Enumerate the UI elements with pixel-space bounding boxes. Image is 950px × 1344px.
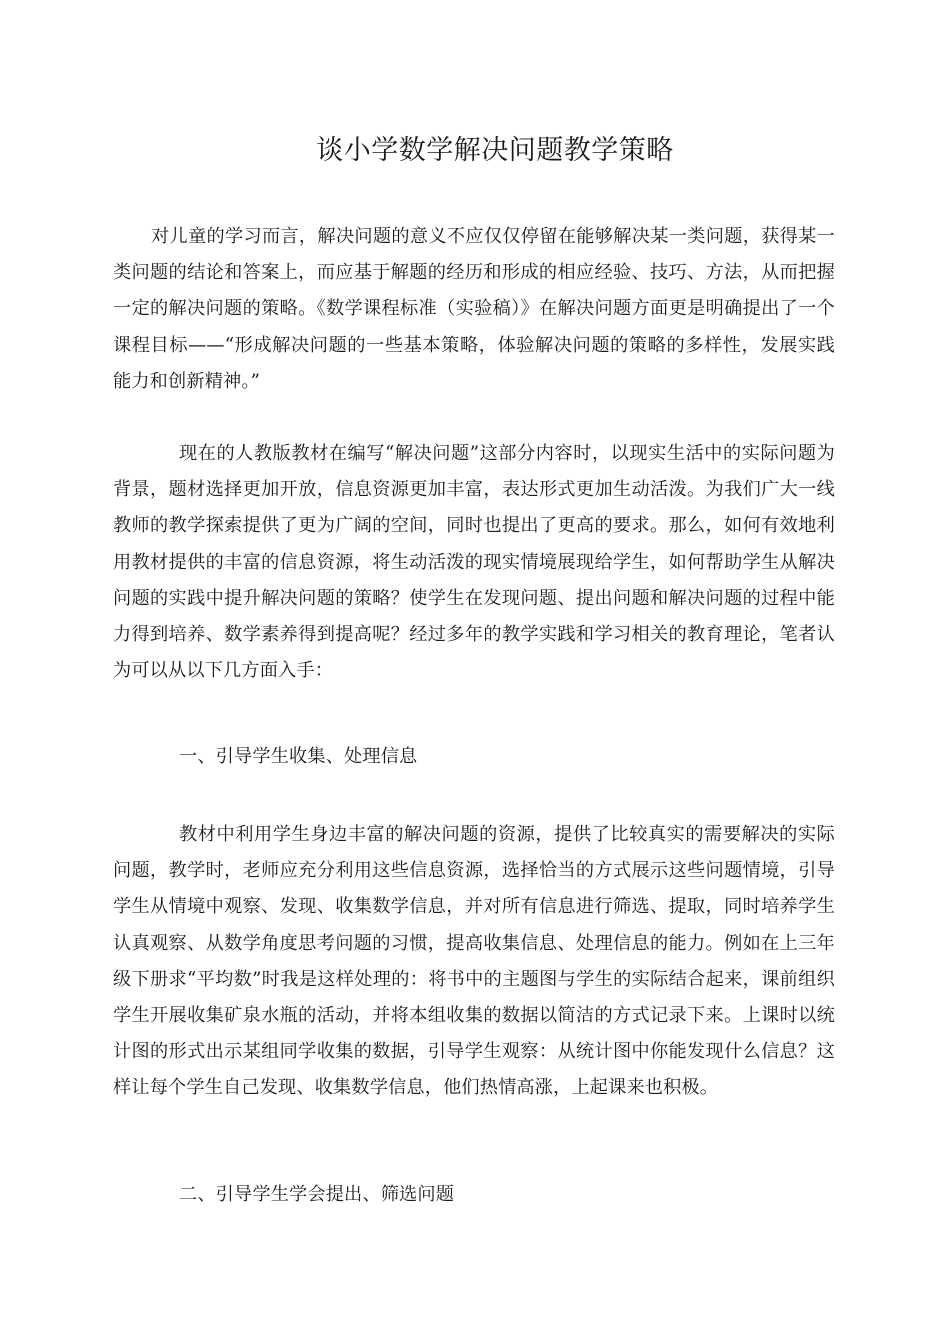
paragraph-section-1: 教材中利用学生身边丰富的解决问题的资源，提供了比较真实的需要解决的实际问题，教学时，老师应充分利用这些信息资源，选择恰当的方式展示这些问题情境，引导学生从情境中观察、发现、收集数学信息，并对所有信息进行筛选、提取，同时培养学生认真观察、从数学角度思考问题的习惯，提高收集信息、处理信息的能力。例如在上三年级下册求“平均数”时我是这样处理的：将书中的主题图与学生的实际结合起来，课前组织学生开展收集矿泉水瓶的活动，并将本组收集的数据以简洁的方式记录下来。上课时以统计图的形式出示某组同学收集的数据，引导学生观察：从统计图中你能发现什么信息？这样让每个学生自己发现、收集数学信息，他们热情高涨，上起课来也积极。 bbox=[113, 824, 835, 1099]
section-heading-1: 一、引导学生收集、处理信息 bbox=[179, 746, 418, 767]
document-title: 谈小学数学解决问题教学策略 bbox=[316, 135, 674, 166]
paragraph-intro: 对儿童的学习而言，解决问题的意义不应仅仅停留在能够解决某一类问题，获得某一类问题的结论和答案上，而应基于解题的经历和形成的相应经验、技巧、方法，从而把握一定的解决问题的策略。《数学课程标准（实验稿）》在解决问题方面更是明确提出了一个课程目标——“形成解决问题的一些基本策略，体验解决问题的策略的多样性，发展实践能力和创新精神。” bbox=[113, 226, 835, 392]
paragraph-background: 现在的人教版教材在编写“解决问题”这部分内容时，以现实生活中的实际问题为背景，题材选择更加开放，信息资源更加丰富，表达形式更加生动活泼。为我们广大一线教师的教学探索提供了更为广阔的空间，同时也提出了更高的要求。那么，如何有效地利用教材提供的丰富的信息资源，将生动活泼的现实情境展现给学生，如何帮助学生从解决问题的实践中提升解决问题的策略？使学生在发现问题、提出问题和解决问题的过程中能力得到培养、数学素养得到提高呢？经过多年的教学实践和学习相关的教育理论，笔者认为可以从以下几方面入手： bbox=[113, 443, 835, 682]
section-heading-2: 二、引导学生学会提出、筛选问题 bbox=[179, 1184, 455, 1205]
